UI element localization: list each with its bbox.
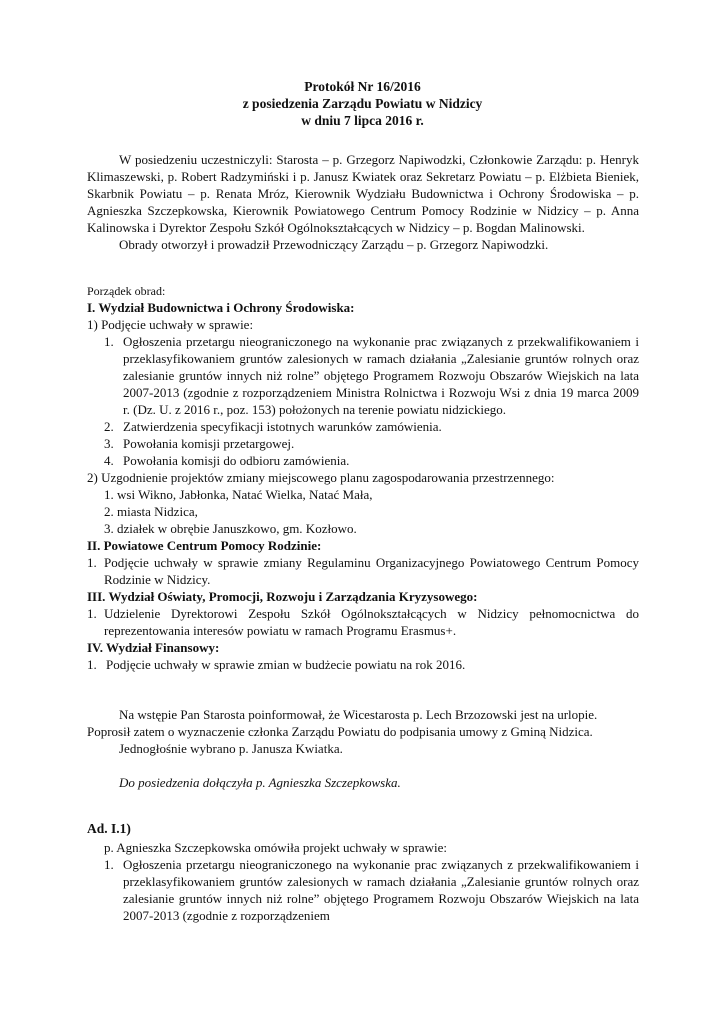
agenda-item-text: Podjęcie uchwały w sprawie zmian w budżecie powiatu na rok 2016.: [106, 657, 466, 672]
agenda-item-number: 1.: [87, 657, 97, 672]
agenda-item-number: 1.: [87, 555, 97, 570]
agenda-location-item: 2. miasta Nidzica,: [104, 504, 198, 519]
agenda-item-text: Ogłoszenia przetargu nieograniczonego na wykonanie prac związanych z przekwalifikowaniem i przeklasyfikowaniem gruntów zalesionych w ramach działania „Zalesianie gruntów rolnych oraz zalesianie gruntów innych niż rolne” objętego Programem Rozwoju Obszarów Wiejskich na lata 2007-2013 (zgodnie z rozporządzeniem Ministra Rolnictwa i Rozwoju Wsi z dnia 19 marca 2009 r. (Dz. U. z 2016 r., poz. 153) położonych na terenie powiatu nidzickiego.: [123, 334, 639, 417]
agenda-item: [87, 656, 639, 673]
ad-item-text: Ogłoszenia przetargu nieograniczonego na wykonanie prac związanych z przekwalifikowaniem i przeklasyfikowaniem gruntów zalesionych w ramach działania „Zalesianie gruntów rolnych oraz zalesianie gruntów innych niż rolne” objętego Programem Rozwoju Obszarów Wiejskich na lata 2007-2013 (zgodnie z rozporządzeniem: [123, 857, 639, 923]
ad-intro: p. Agnieszka Szczepkowska omówiła projekt uchwały w sprawie:: [104, 840, 447, 855]
ad-item-number: 1.: [104, 857, 114, 872]
minutes-paragraph: Jednogłośnie wybrano p. Janusza Kwiatka.: [119, 741, 343, 756]
agenda-item-number: 1.: [104, 334, 114, 349]
chair-paragraph: Obrady otworzył i prowadził Przewodniczący Zarządu – p. Grzegorz Napiwodzki.: [119, 237, 549, 252]
agenda-item-text: Powołania komisji do odbioru zamówienia.: [123, 453, 350, 468]
title-line-1: Protokół Nr 16/2016: [304, 79, 421, 94]
agenda-section-3-heading: III. Wydział Oświaty, Promocji, Rozwoju i Zarządzania Kryzysowego:: [87, 589, 478, 604]
agenda-item-number: 4.: [104, 453, 114, 468]
agenda-item-text: Powołania komisji przetargowej.: [123, 436, 295, 451]
agenda-item-number: 3.: [104, 436, 114, 451]
ad-section: [87, 820, 639, 924]
agenda: [87, 284, 639, 673]
minutes-section: [87, 706, 639, 791]
attendance-section: [87, 151, 639, 253]
agenda-item: [87, 452, 639, 469]
agenda-item: [87, 333, 639, 418]
agenda-location-item: 1. wsi Wikno, Jabłonka, Natać Wielka, Natać Mała,: [104, 487, 373, 502]
agenda-location-item: 3. działek w obrębie Januszkowo, gm. Kozłowo.: [104, 521, 357, 536]
title-line-3: w dniu 7 lipca 2016 r.: [301, 113, 424, 128]
agenda-item-text: Udzielenie Dyrektorowi Zespołu Szkół Ogólnokształcących w Nidzicy pełnomocnictwa do reprezentowania interesów powiatu w ramach Programu Erasmus+.: [104, 606, 639, 638]
agenda-item: [87, 435, 639, 452]
protocol-title: [0, 78, 725, 129]
agenda-item-text: Zatwierdzenia specyfikacji istotnych warunków zamówienia.: [123, 419, 442, 434]
ad-item: [87, 856, 639, 924]
agenda-section-1-heading: I. Wydział Budownictwa i Ochrony Środowiska:: [87, 300, 355, 315]
agenda-item: [87, 418, 639, 435]
agenda-item: [87, 554, 639, 588]
minutes-note: Do posiedzenia dołączyła p. Agnieszka Szczepkowska.: [119, 775, 401, 790]
agenda-item: [87, 605, 639, 639]
title-line-2: z posiedzenia Zarządu Powiatu w Nidzicy: [242, 96, 483, 111]
agenda-item-text: Podjęcie uchwały w sprawie zmiany Regulaminu Organizacyjnego Powiatowego Centrum Pomocy Rodzinie w Nidzicy.: [104, 555, 639, 587]
minutes-paragraph: Na wstępie Pan Starosta poinformował, że Wicestarosta p. Lech Brzozowski jest na urlopie. Poprosił zatem o wyznaczenie członka Zarządu Powiatu do podpisania umowy z Gminą Nidzica.: [87, 707, 598, 739]
agenda-subpoint-1: 1) Podjęcie uchwały w sprawie:: [87, 317, 254, 332]
agenda-section-4-heading: IV. Wydział Finansowy:: [87, 640, 220, 655]
agenda-subpoint-2: 2) Uzgodnienie projektów zmiany miejscowego planu zagospodarowania przestrzennego:: [87, 470, 555, 485]
ad-heading: Ad. I.1): [87, 821, 131, 836]
agenda-item-number: 2.: [104, 419, 114, 434]
attendance-paragraph: W posiedzeniu uczestniczyli: Starosta – p. Grzegorz Napiwodzki, Członkowie Zarządu: p. Henryk Klimaszewski, p. Robert Radzymiński i p. Janusz Kwiatek oraz Sekretarz Powiatu – p. Elżbieta Bieniek, Skarbnik Powiatu – p. Renata Mróz, Kierownik Wydziału Budownictwa i Ochrony Środowiska – p. Agnieszka Szczepkowska, Kierownik Powiatowego Centrum Pomocy Rodzinie w Nidzicy – p. Anna Kalinowska i Dyrektor Zespołu Szkół Ogólnokształcących w Nidzicy – p. Bogdan Malinowski.: [87, 152, 639, 235]
agenda-section-2-heading: II. Powiatowe Centrum Pomocy Rodzinie:: [87, 538, 322, 553]
agenda-label: Porządek obrad:: [87, 284, 166, 298]
agenda-item-number: 1.: [87, 606, 97, 621]
